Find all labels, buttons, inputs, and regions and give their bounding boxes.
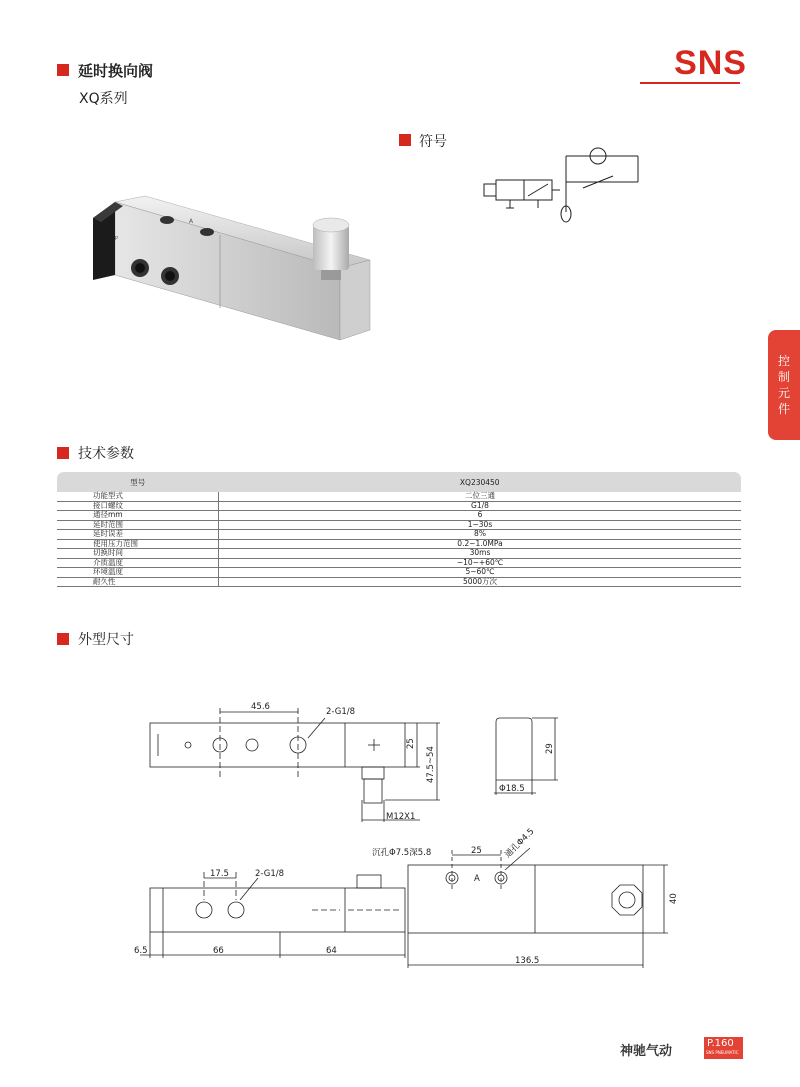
side-tab-char: 控 <box>777 354 790 368</box>
spec-key: 环境温度 <box>57 568 219 578</box>
spec-key: 耐久性 <box>57 577 219 587</box>
page-subtitle: SNS PNEUMATIC <box>706 1050 739 1055</box>
spec-value: 二位三通 <box>219 492 742 501</box>
table-row <box>57 511 741 521</box>
header-model: 型号 <box>57 472 219 492</box>
dim-port-front: 2-G1/8 <box>255 869 285 879</box>
dimension-drawing <box>0 690 800 980</box>
side-tab-char: 件 <box>777 402 790 416</box>
table-row <box>57 558 741 568</box>
side-tab-control-components[interactable] <box>768 330 800 440</box>
side-tab-char: 制 <box>777 370 790 384</box>
table-row <box>57 530 741 540</box>
spec-key: 通径mm <box>57 511 219 521</box>
title-marker <box>57 64 69 76</box>
specs-table <box>57 472 741 587</box>
footer-brand: 神驰气动 <box>620 1044 673 1059</box>
dim-m12x1: M12X1 <box>386 812 416 822</box>
page-badge <box>704 1037 743 1059</box>
spec-value: 1~30s <box>219 520 742 530</box>
spec-key: 使用压力范围 <box>57 539 219 549</box>
spec-key: 介质温度 <box>57 558 219 568</box>
spec-value: 0.2~1.0MPa <box>219 539 742 549</box>
product-photo <box>85 190 385 360</box>
table-row <box>57 501 741 511</box>
dim-17-5: 17.5 <box>210 869 229 879</box>
dim-45-6: 45.6 <box>251 702 270 712</box>
brand-logo: SNS <box>674 44 747 82</box>
spec-value: 5~60℃ <box>219 568 742 578</box>
dim-counterbore: 沉孔Φ7.5深5.8 <box>372 848 432 858</box>
specs-marker <box>57 447 69 459</box>
dim-label-a: A <box>474 874 480 884</box>
table-row <box>57 549 741 559</box>
photo-label-a: A <box>189 218 194 225</box>
dim-25-top: 25 <box>406 738 416 749</box>
table-row <box>57 520 741 530</box>
dim-29: 29 <box>545 743 555 754</box>
table-row <box>57 568 741 578</box>
spec-value: −10~+60℃ <box>219 558 742 568</box>
side-tab-char: 元 <box>777 386 790 400</box>
dim-66: 66 <box>213 946 224 956</box>
dim-through-hole: 通孔Φ4.5 <box>503 826 537 861</box>
spec-key: 功能型式 <box>57 492 219 501</box>
spec-key: 延时范围 <box>57 520 219 530</box>
symbol-marker <box>399 134 411 146</box>
spec-value: 6 <box>219 511 742 521</box>
table-row <box>57 492 741 501</box>
dim-136-5: 136.5 <box>515 956 540 966</box>
dim-40: 40 <box>669 893 679 904</box>
dim-64: 64 <box>326 946 337 956</box>
series-label: XQ系列 <box>79 91 128 107</box>
dim-port-top: 2-G1/8 <box>326 707 356 717</box>
dim-6-5: 6.5 <box>134 946 148 956</box>
specs-title: 技术参数 <box>78 446 134 462</box>
header-model-number: XQ230450 <box>219 472 742 492</box>
specs-header-row <box>57 472 741 492</box>
spec-key: 切换时间 <box>57 549 219 559</box>
spec-key: 延时误差 <box>57 530 219 540</box>
dim-47-5-54: 47.5~54 <box>426 746 436 783</box>
brand-underline <box>640 82 740 84</box>
table-row <box>57 577 741 587</box>
valve-symbol <box>478 142 648 232</box>
dim-dia-18-5: Φ18.5 <box>499 784 525 794</box>
spec-value: 8% <box>219 530 742 540</box>
dimensions-title: 外型尺寸 <box>78 632 134 648</box>
spec-value: G1/8 <box>219 501 742 511</box>
dim-25-side: 25 <box>471 846 482 856</box>
photo-label-p: P <box>115 236 119 242</box>
spec-value: 30ms <box>219 549 742 559</box>
page-number: P.160 <box>707 1038 734 1049</box>
spec-value: 5000万次 <box>219 577 742 587</box>
dimensions-marker <box>57 633 69 645</box>
spec-key: 接口螺纹 <box>57 501 219 511</box>
page-title: 延时换向阀 <box>78 62 154 80</box>
symbol-title: 符号 <box>419 134 447 150</box>
table-row <box>57 539 741 549</box>
